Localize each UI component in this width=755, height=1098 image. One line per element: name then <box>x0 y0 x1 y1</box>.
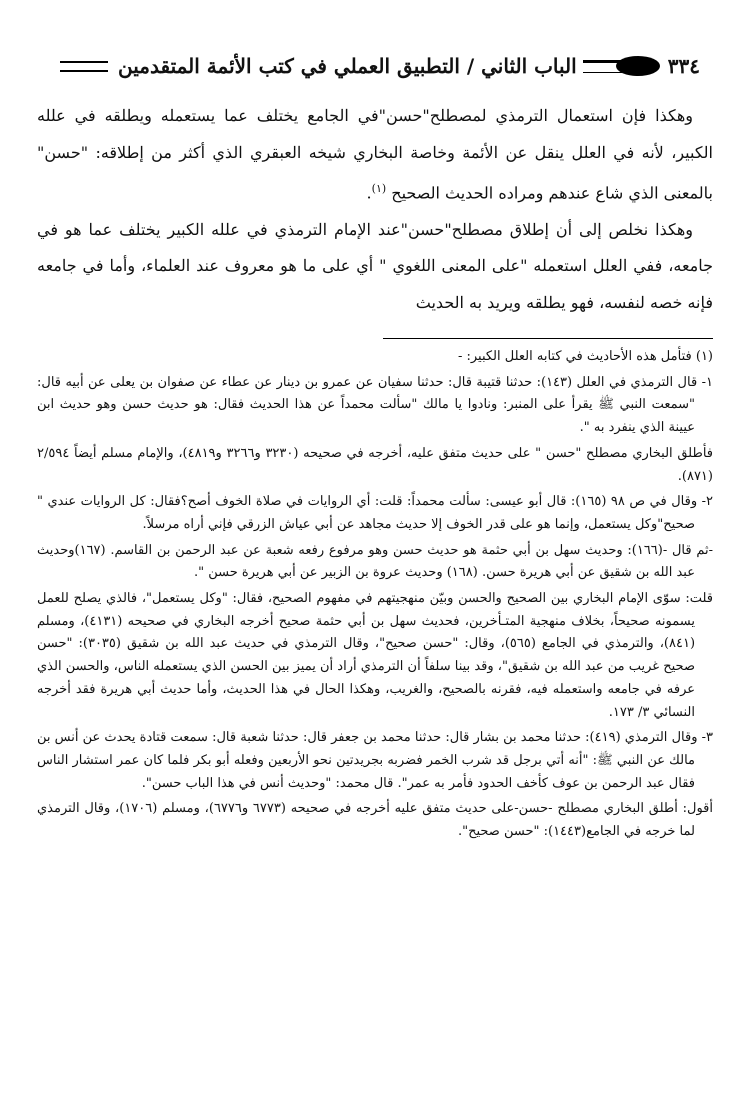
paragraph: وهكذا نخلص إلى أن إطلاق مصطلح"حسن"عند الإمام الترمذي في علله الكبير يختلف عما هو في جامعه، ففي العلل استعمله "على المعنى اللغوي " أي على ما هو معروف عند العلماء، وأما في جامعه فإنه خصه لنفسه، فهو يطلقه ويريد به الحديث <box>37 219 714 312</box>
page-number: ٣٣٤ <box>667 54 700 78</box>
footnote-item: ٣- وقال الترمذي (٤١٩): حدثنا محمد بن بشار قال: حدثنا محمد بن جعفر قال: حدثنا شعبة قال: سمعت قتادة يحدث عن أنس بن مالك عن النبي ﷺ: "أنه أتي برجل قد شرب الخمر فضربه بجريدتين نحو الأربعين وفعله أبو بكر فلما كان عمر استشار الناس فقال عبد الرحمن بن عوف كأخف الحدود فأمر به عمر". قال محمد: "وحديث أنس في هذا الباب حسن". <box>37 730 713 791</box>
footnote-item: قلت: سوّى الإمام البخاري بين الصحيح والحسن وبيّن منهجيتهم في مفهوم الصحيح، فقال: "وكل يستعمل"، فالذي يصلح للعمل يسمونه صحيحاً، بخلاف منهجية المتـأخرين، فحديث سهل بن أبي حثمة صحيح أخرجه البخاري في صحيحه (٤١٣١)، ومسلم (٨٤١)، والترمذي في الجامع (٥٦٥)، وقال: "حسن صحيح"، وقال الترمذي في حديث عبد الله بن شقيق (٣٠٣٥): "حسن صحيح غريب من عبد الله بن شقيق"، وقد بينا سلفاً أن الترمذي أراد أن يميز بين الحسن الذي يستعمله الناس، والحسن الذي عرفه في جامعه واستعمله فيه، فقرنه بالصحيح، والغريب، وهكذا الحال في هذا الحديث، وأما حديث أبي هريرة فقد أخرجه النسائي ٣/ ١٧٣. <box>37 591 713 720</box>
footnote-item: أقول: أطلق البخاري مصطلح -حسن-على حديث متفق عليه أخرجه في صحيحه (٦٧٧٣ و٦٧٧٦)، ومسلم (١٧٠٦)، وقال الترمذي لما خرجه في الجامع(١٤٤٣): "حسن صحيح". <box>37 801 713 840</box>
page-header <box>60 46 700 86</box>
main-text <box>37 98 713 321</box>
chapter-title: الباب الثاني / التطبيق العملي في كتب الأئمة المتقدمين <box>118 54 577 78</box>
footnotes <box>37 346 713 847</box>
footnote-marker: (١) <box>371 182 387 195</box>
footnote-separator <box>383 338 713 339</box>
header-double-rule <box>60 61 108 72</box>
paragraph-text: وهكذا فإن استعمال الترمذي لمصطلح"حسن"في الجامع يختلف عما يستعمله ويطلقه في علله الكبير، لأنه في العلل ينقل عن الأئمة وخاصة البخاري شيخه العبقري الذي أكثر من إطلاقه: "حسن" بالمعنى الذي شاع عندهم ومراده الحديث الصحيح <box>37 106 713 203</box>
footnote-item: -ثم قال -(١٦٦): وحديث سهل بن أبي حثمة هو حديث حسن وهو مرفوع رفعه شعبة عن عبد الرحمن بن القاسم. (١٦٧)وحديث عبد الله بن شقيق عن أبي هريرة حسن. (١٦٨) وحديث عروة بن الزبير عن أبي هريرة حسن ". <box>37 542 713 581</box>
header-ornament <box>616 56 660 76</box>
footnote-item: ١- قال الترمذي في العلل (١٤٣): حدثنا قتيبة قال: حدثنا سفيان عن عمرو بن دينار عن عطاء عن صفوان بن يعلى عن أبيه قال: "سمعت النبي ﷺ يقرأ على المنبر: ونادوا يا مالك "سألت محمداً عن هذا الحديث فقال: هو حديث حسن وهو حديث ابن عيينة الذي ينفرد به ". <box>37 374 713 436</box>
footnote-line: فأطلق البخاري مصطلح "حسن " على حديث متفق عليه، أخرجه في صحيحه (٣٢٣٠ و٣٢٦٦ و٤٨١٩)، والإمام مسلم أيضاً ٢/٥٩٤ (٨٧١). <box>37 445 713 484</box>
footnote-item: ٢- وقال في ص ٩٨ (١٦٥): قال أبو عيسى: سألت محمداً: قلت: أي الروايات في صلاة الخوف أصح؟فقال: كل الروايات عندي " صحيح"وكل يستعمل، وإنما هو على قدر الخوف إلا حديث مجاهد عن أبي عياش الزرقي فإني أراه مرسلاً. <box>37 494 713 532</box>
footnote-line: (١) فتأمل هذه الأحاديث في كتابه العلل الكبير: - <box>457 349 713 364</box>
paragraph: وهكذا فإن استعمال الترمذي لمصطلح"حسن"في الجامع يختلف عما يستعمله ويطلقه في علله الكبير، لأنه في العلل ينقل عن الأئمة وخاصة البخاري شيخه العبقري الذي أكثر من إطلاقه: "حسن" بالمعنى الذي شاع عندهم ومراده الحديث الصحيح $^{(١)}$. <box>37 106 713 203</box>
